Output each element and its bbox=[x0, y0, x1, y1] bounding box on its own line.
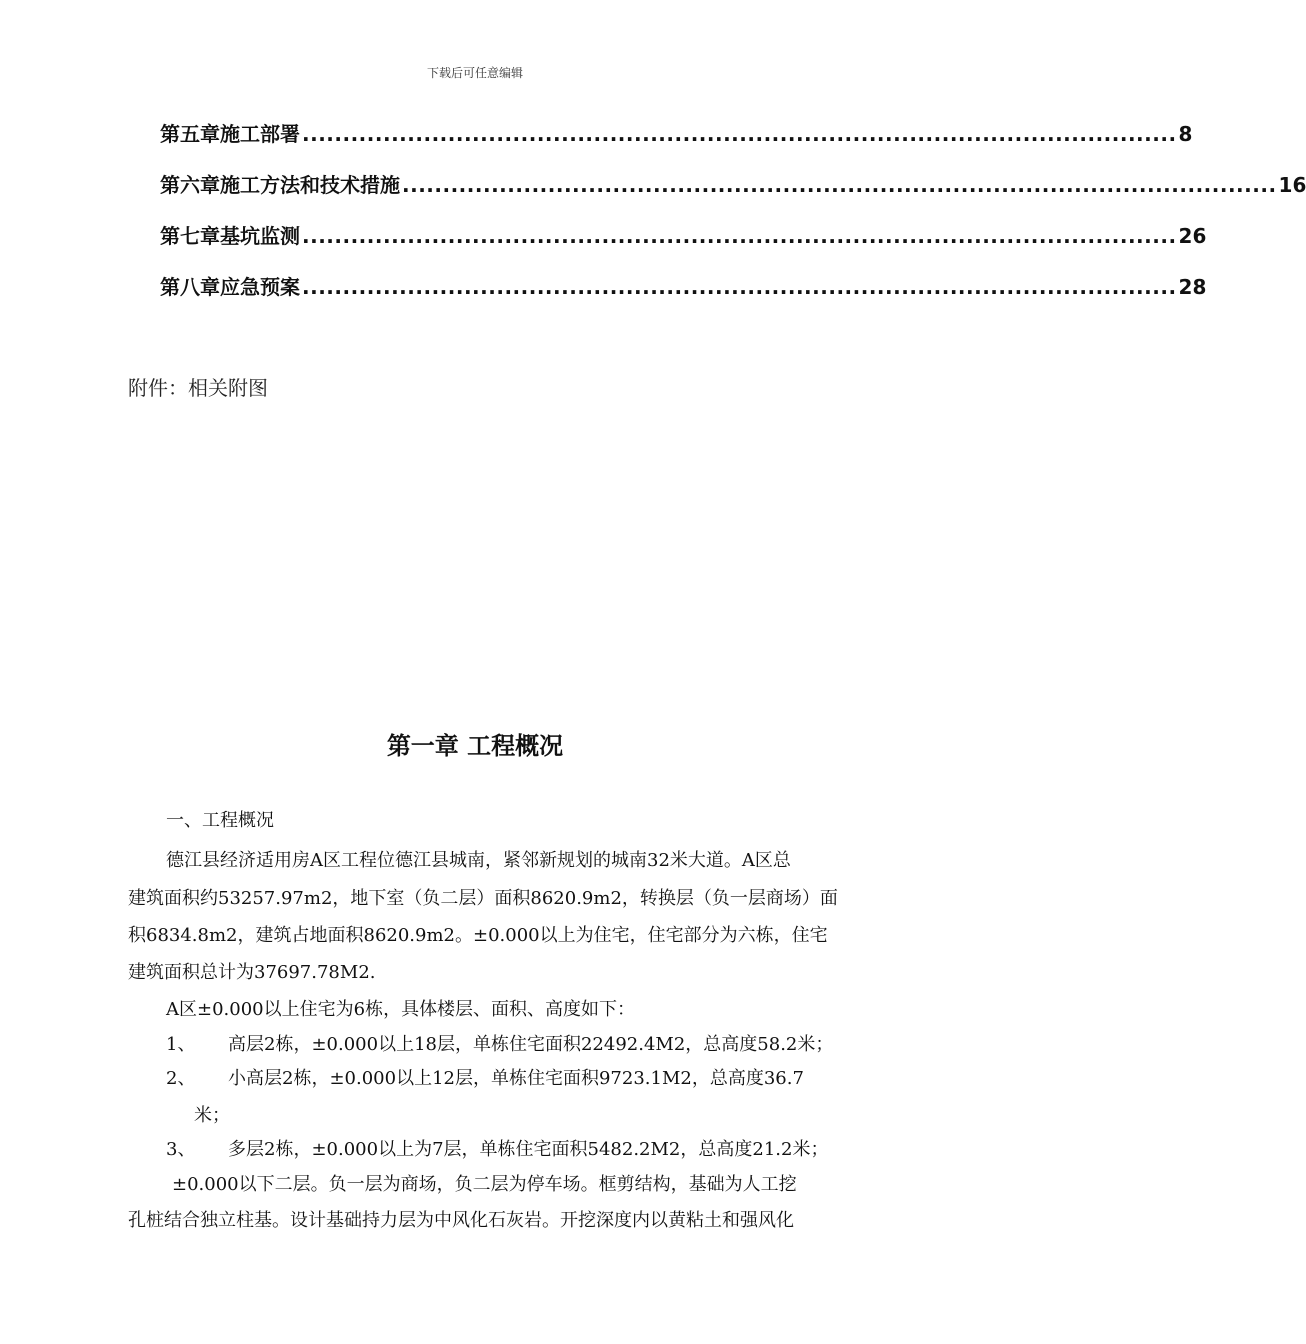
toc-item bbox=[160, 169, 1306, 220]
paragraph-line: 孔桩结合独立柱基。设计基础持力层为中风化石灰岩。开挖深度内以黄粘土和强风化 bbox=[128, 1210, 794, 1231]
appendix-label: 附件：相关附图 bbox=[128, 376, 268, 400]
paragraph-line: 德江县经济适用房A区工程位德江县城南，紧邻新规划的城南32米大道。A区总 bbox=[166, 850, 791, 871]
list-number: 1、 bbox=[166, 1034, 196, 1055]
toc-page-number: 26 bbox=[1178, 224, 1207, 248]
section-title: 一、工程概况 bbox=[166, 810, 274, 831]
toc-chapter-title: 施工方法和技术措施 bbox=[220, 173, 400, 197]
list-number: 3、 bbox=[166, 1139, 196, 1160]
chapter-heading: 第一章 工程概况 bbox=[386, 732, 564, 760]
list-item-text: 多层2栋，±0.000以上为7层，单栋住宅面积5482.2M2，总高度21.2米； bbox=[228, 1139, 829, 1160]
toc-item bbox=[160, 220, 1207, 271]
paragraph-line: 建筑面积约53257.97m2，地下室（负二层）面积8620.9m2，转换层（负一层商场）面 bbox=[128, 888, 838, 909]
list-number: 2、 bbox=[166, 1068, 196, 1089]
paragraph-line: 积6834.8m2，建筑占地面积8620.9m2。±0.000以上为住宅，住宅部分为六栋，住宅 bbox=[128, 925, 828, 946]
toc-chapter-number: 第八章 bbox=[160, 275, 220, 299]
toc-page-number: 16 bbox=[1278, 173, 1306, 197]
toc-leader-dots: ............................................................................................................ bbox=[302, 122, 1177, 146]
toc-chapter-number: 第六章 bbox=[160, 173, 220, 197]
toc-chapter-number: 第五章 bbox=[160, 122, 220, 146]
toc-leader-dots: ............................................................................................................ bbox=[402, 173, 1277, 197]
toc-item bbox=[160, 118, 1193, 169]
table-of-contents bbox=[160, 118, 1306, 322]
toc-leader-dots: ............................................................................................................ bbox=[302, 224, 1177, 248]
toc-chapter-number: 第七章 bbox=[160, 224, 220, 248]
paragraph-line: A区±0.000以上住宅为6栋，具体楼层、面积、高度如下： bbox=[166, 999, 636, 1020]
toc-item bbox=[160, 271, 1207, 322]
list-item-text: 米； bbox=[194, 1105, 230, 1126]
list-item-text: 高层2栋，±0.000以上18层，单栋住宅面积22492.4M2，总高度58.2米； bbox=[228, 1034, 834, 1055]
paragraph-line: ±0.000以下二层。负一层为商场，负二层为停车场。框剪结构，基础为人工挖 bbox=[172, 1174, 797, 1195]
page-header-note: 下载后可任意编辑 bbox=[426, 66, 523, 80]
toc-page-number: 28 bbox=[1178, 275, 1207, 299]
toc-chapter-title: 应急预案 bbox=[220, 275, 300, 299]
toc-page-number: 8 bbox=[1178, 122, 1193, 146]
toc-leader-dots: ............................................................................................................ bbox=[302, 275, 1177, 299]
toc-chapter-title: 施工部署 bbox=[220, 122, 300, 146]
list-item-text: 小高层2栋，±0.000以上12层，单栋住宅面积9723.1M2，总高度36.7 bbox=[228, 1068, 804, 1089]
paragraph-line: 建筑面积总计为37697.78M2. bbox=[128, 962, 376, 983]
toc-chapter-title: 基坑监测 bbox=[220, 224, 300, 248]
